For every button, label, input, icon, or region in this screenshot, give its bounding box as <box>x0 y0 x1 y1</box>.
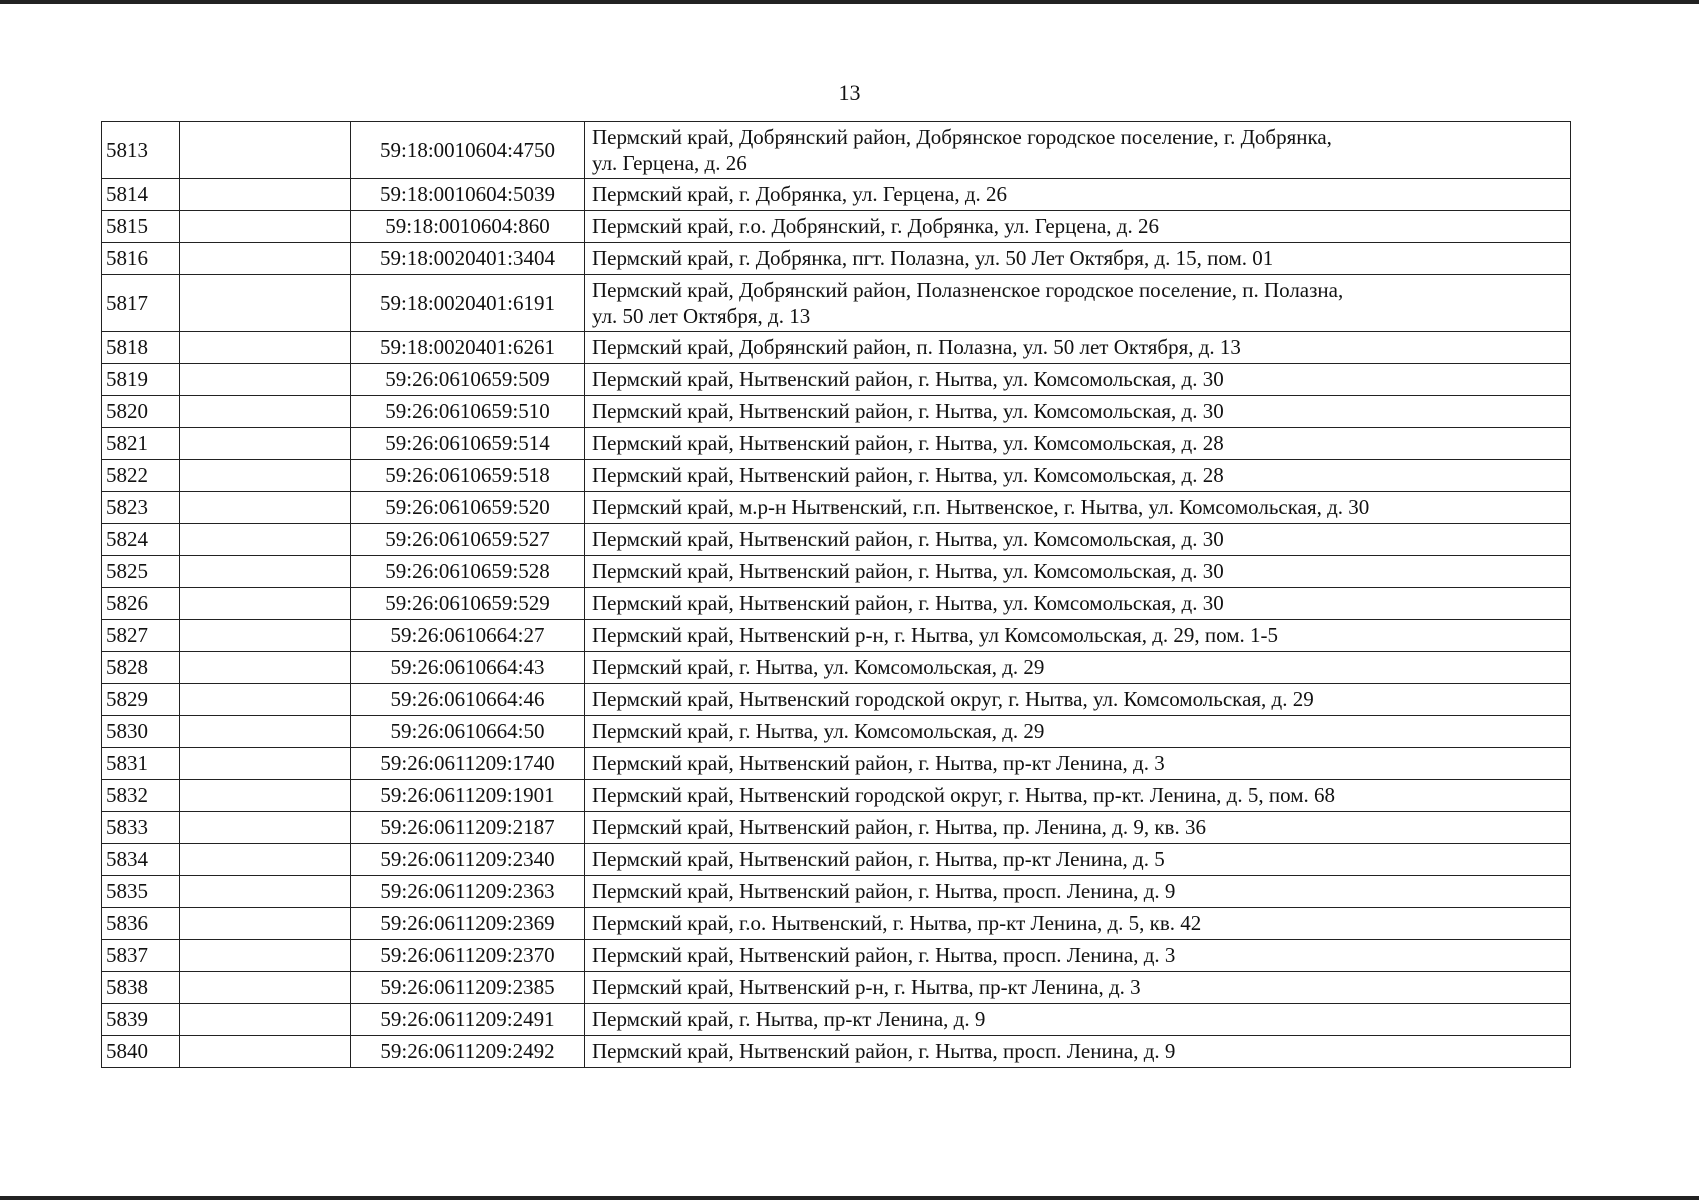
row-number: 5826 <box>102 588 180 620</box>
address-cell <box>585 396 1571 428</box>
cadastral-number: 59:26:0611209:2340 <box>351 844 585 876</box>
row-number: 5825 <box>102 556 180 588</box>
empty-cell <box>180 780 351 812</box>
address-line: Пермский край, Нытвенский район, г. Нытва, ул. Комсомольская, д. 28 <box>592 431 1224 455</box>
address-cell <box>585 748 1571 780</box>
empty-cell <box>180 332 351 364</box>
row-number: 5819 <box>102 364 180 396</box>
address-line: Пермский край, Нытвенский район, г. Нытва, пр-кт Ленина, д. 5 <box>592 847 1165 871</box>
top-scan-border <box>0 0 1699 4</box>
address-line: Пермский край, г. Добрянка, пгт. Полазна, ул. 50 Лет Октября, д. 15, пом. 01 <box>592 246 1274 270</box>
cadastral-number: 59:18:0020401:6191 <box>351 275 585 332</box>
cadastral-number: 59:26:0610659:529 <box>351 588 585 620</box>
table-row <box>102 716 1571 748</box>
address-line: Пермский край, м.р-н Нытвенский, г.п. Нытвенское, г. Нытва, ул. Комсомольская, д. 30 <box>592 495 1370 519</box>
address-cell <box>585 588 1571 620</box>
address-line: Пермский край, Нытвенский городской округ, г. Нытва, ул. Комсомольская, д. 29 <box>592 687 1314 711</box>
cadastral-number: 59:26:0610659:528 <box>351 556 585 588</box>
address-line: Пермский край, Нытвенский р-н, г. Нытва, пр-кт Ленина, д. 3 <box>592 975 1141 999</box>
row-number: 5838 <box>102 972 180 1004</box>
address-cell <box>585 460 1571 492</box>
row-number: 5813 <box>102 122 180 179</box>
registry-table-body <box>102 122 1571 1068</box>
address-cell <box>585 972 1571 1004</box>
address-line: Пермский край, г. Нытва, пр-кт Ленина, д. 9 <box>592 1007 986 1031</box>
empty-cell <box>180 716 351 748</box>
address-line: Пермский край, Нытвенский район, г. Нытва, ул. Комсомольская, д. 30 <box>592 399 1224 423</box>
cadastral-number: 59:26:0610659:518 <box>351 460 585 492</box>
empty-cell <box>180 179 351 211</box>
cadastral-number: 59:26:0611209:1901 <box>351 780 585 812</box>
address-line: Пермский край, Нытвенский район, г. Нытва, пр. Ленина, д. 9, кв. 36 <box>592 815 1206 839</box>
row-number: 5836 <box>102 908 180 940</box>
table-row <box>102 122 1571 179</box>
address-line: Пермский край, Добрянский район, п. Полазна, ул. 50 лет Октября, д. 13 <box>592 335 1241 359</box>
table-row <box>102 972 1571 1004</box>
empty-cell <box>180 1036 351 1068</box>
address-cell <box>585 492 1571 524</box>
row-number: 5818 <box>102 332 180 364</box>
empty-cell <box>180 748 351 780</box>
empty-cell <box>180 940 351 972</box>
address-cell <box>585 908 1571 940</box>
empty-cell <box>180 243 351 275</box>
empty-cell <box>180 812 351 844</box>
address-cell <box>585 332 1571 364</box>
empty-cell <box>180 492 351 524</box>
address-cell <box>585 211 1571 243</box>
cadastral-number: 59:26:0611209:1740 <box>351 748 585 780</box>
empty-cell <box>180 396 351 428</box>
cadastral-number: 59:18:0010604:4750 <box>351 122 585 179</box>
row-number: 5835 <box>102 876 180 908</box>
table-row <box>102 428 1571 460</box>
cadastral-number: 59:26:0611209:2492 <box>351 1036 585 1068</box>
row-number: 5820 <box>102 396 180 428</box>
address-line: Пермский край, Нытвенский район, г. Нытва, ул. Комсомольская, д. 30 <box>592 591 1224 615</box>
address-cell <box>585 812 1571 844</box>
cadastral-number: 59:26:0611209:2363 <box>351 876 585 908</box>
empty-cell <box>180 275 351 332</box>
cadastral-number: 59:26:0611209:2370 <box>351 940 585 972</box>
cadastral-number: 59:26:0610659:520 <box>351 492 585 524</box>
table-row <box>102 876 1571 908</box>
cadastral-number: 59:26:0610659:510 <box>351 396 585 428</box>
table-row <box>102 332 1571 364</box>
bottom-scan-border <box>0 1196 1699 1200</box>
row-number: 5828 <box>102 652 180 684</box>
empty-cell <box>180 588 351 620</box>
table-row <box>102 275 1571 332</box>
table-row <box>102 460 1571 492</box>
address-cell <box>585 940 1571 972</box>
address-line: Пермский край, Добрянский район, Полазненское городское поселение, п. Полазна, <box>592 277 1344 302</box>
empty-cell <box>180 460 351 492</box>
address-line-continued: ул. Герцена, д. 26 <box>592 150 747 175</box>
table-row <box>102 211 1571 243</box>
empty-cell <box>180 620 351 652</box>
table-row <box>102 556 1571 588</box>
row-number: 5821 <box>102 428 180 460</box>
address-cell <box>585 275 1571 332</box>
row-number: 5840 <box>102 1036 180 1068</box>
address-cell <box>585 122 1571 179</box>
empty-cell <box>180 908 351 940</box>
row-number: 5830 <box>102 716 180 748</box>
empty-cell <box>180 524 351 556</box>
cadastral-number: 59:18:0020401:6261 <box>351 332 585 364</box>
table-row <box>102 780 1571 812</box>
address-line: Пермский край, Нытвенский городской округ, г. Нытва, пр-кт. Ленина, д. 5, пом. 68 <box>592 783 1335 807</box>
cadastral-number: 59:18:0020401:3404 <box>351 243 585 275</box>
empty-cell <box>180 844 351 876</box>
address-line: Пермский край, г. Добрянка, ул. Герцена, д. 26 <box>592 182 1008 206</box>
cadastral-number: 59:26:0611209:2491 <box>351 1004 585 1036</box>
address-cell <box>585 556 1571 588</box>
empty-cell <box>180 876 351 908</box>
address-line: Пермский край, г. Нытва, ул. Комсомольская, д. 29 <box>592 655 1045 679</box>
empty-cell <box>180 1004 351 1036</box>
table-row <box>102 684 1571 716</box>
table-row <box>102 1004 1571 1036</box>
row-number: 5817 <box>102 275 180 332</box>
table-row <box>102 620 1571 652</box>
address-cell <box>585 243 1571 275</box>
address-cell <box>585 179 1571 211</box>
cadastral-number: 59:26:0611209:2385 <box>351 972 585 1004</box>
address-line: Пермский край, г. Нытва, ул. Комсомольская, д. 29 <box>592 719 1045 743</box>
empty-cell <box>180 652 351 684</box>
row-number: 5814 <box>102 179 180 211</box>
row-number: 5824 <box>102 524 180 556</box>
cadastral-number: 59:26:0610664:27 <box>351 620 585 652</box>
table-row <box>102 179 1571 211</box>
row-number: 5822 <box>102 460 180 492</box>
address-cell <box>585 652 1571 684</box>
cadastral-number: 59:26:0611209:2369 <box>351 908 585 940</box>
row-number: 5816 <box>102 243 180 275</box>
row-number: 5839 <box>102 1004 180 1036</box>
cadastral-number: 59:26:0610664:46 <box>351 684 585 716</box>
cadastral-number: 59:26:0611209:2187 <box>351 812 585 844</box>
empty-cell <box>180 428 351 460</box>
row-number: 5823 <box>102 492 180 524</box>
address-cell <box>585 716 1571 748</box>
cadastral-number: 59:26:0610664:50 <box>351 716 585 748</box>
address-line: Пермский край, Нытвенский район, г. Нытва, ул. Комсомольская, д. 30 <box>592 559 1224 583</box>
address-cell <box>585 620 1571 652</box>
address-line: Пермский край, Нытвенский район, г. Нытва, ул. Комсомольская, д. 30 <box>592 527 1224 551</box>
registry-table <box>101 121 1571 1068</box>
address-line: Пермский край, Нытвенский район, г. Нытва, просп. Ленина, д. 9 <box>592 1039 1176 1063</box>
row-number: 5815 <box>102 211 180 243</box>
table-row <box>102 396 1571 428</box>
cadastral-number: 59:26:0610664:43 <box>351 652 585 684</box>
address-line-continued: ул. 50 лет Октября, д. 13 <box>592 303 811 328</box>
address-line: Пермский край, Нытвенский район, г. Нытва, просп. Ленина, д. 3 <box>592 943 1176 967</box>
address-cell <box>585 428 1571 460</box>
empty-cell <box>180 364 351 396</box>
table-row <box>102 364 1571 396</box>
cadastral-number: 59:26:0610659:509 <box>351 364 585 396</box>
table-row <box>102 588 1571 620</box>
address-cell <box>585 524 1571 556</box>
row-number: 5837 <box>102 940 180 972</box>
address-line: Пермский край, Нытвенский район, г. Нытва, пр-кт Ленина, д. 3 <box>592 751 1165 775</box>
row-number: 5833 <box>102 812 180 844</box>
table-row <box>102 492 1571 524</box>
address-cell <box>585 364 1571 396</box>
table-row <box>102 940 1571 972</box>
row-number: 5831 <box>102 748 180 780</box>
empty-cell <box>180 556 351 588</box>
page-number: 13 <box>838 80 861 105</box>
address-cell <box>585 1004 1571 1036</box>
address-line: Пермский край, г.о. Добрянский, г. Добрянка, ул. Герцена, д. 26 <box>592 214 1159 238</box>
row-number: 5827 <box>102 620 180 652</box>
table-row <box>102 844 1571 876</box>
address-line: Пермский край, Нытвенский р-н, г. Нытва, ул Комсомольская, д. 29, пом. 1-5 <box>592 623 1279 647</box>
address-cell <box>585 1036 1571 1068</box>
row-number: 5832 <box>102 780 180 812</box>
table-row <box>102 243 1571 275</box>
address-cell <box>585 876 1571 908</box>
cadastral-number: 59:18:0010604:860 <box>351 211 585 243</box>
cadastral-number: 59:26:0610659:527 <box>351 524 585 556</box>
row-number: 5834 <box>102 844 180 876</box>
address-cell <box>585 844 1571 876</box>
address-line: Пермский край, Нытвенский район, г. Нытва, ул. Комсомольская, д. 28 <box>592 463 1224 487</box>
table-row <box>102 748 1571 780</box>
address-line: Пермский край, Нытвенский район, г. Нытва, просп. Ленина, д. 9 <box>592 879 1176 903</box>
address-line: Пермский край, г.о. Нытвенский, г. Нытва, пр-кт Ленина, д. 5, кв. 42 <box>592 911 1202 935</box>
table-row <box>102 1036 1571 1068</box>
table-row <box>102 652 1571 684</box>
empty-cell <box>180 972 351 1004</box>
empty-cell <box>180 211 351 243</box>
address-line: Пермский край, Добрянский район, Добрянское городское поселение, г. Добрянка, <box>592 124 1332 149</box>
table-row <box>102 524 1571 556</box>
address-line: Пермский край, Нытвенский район, г. Нытва, ул. Комсомольская, д. 30 <box>592 367 1224 391</box>
empty-cell <box>180 684 351 716</box>
table-row <box>102 908 1571 940</box>
empty-cell <box>180 122 351 179</box>
address-cell <box>585 684 1571 716</box>
cadastral-number: 59:18:0010604:5039 <box>351 179 585 211</box>
row-number: 5829 <box>102 684 180 716</box>
table-row <box>102 812 1571 844</box>
address-cell <box>585 780 1571 812</box>
cadastral-number: 59:26:0610659:514 <box>351 428 585 460</box>
